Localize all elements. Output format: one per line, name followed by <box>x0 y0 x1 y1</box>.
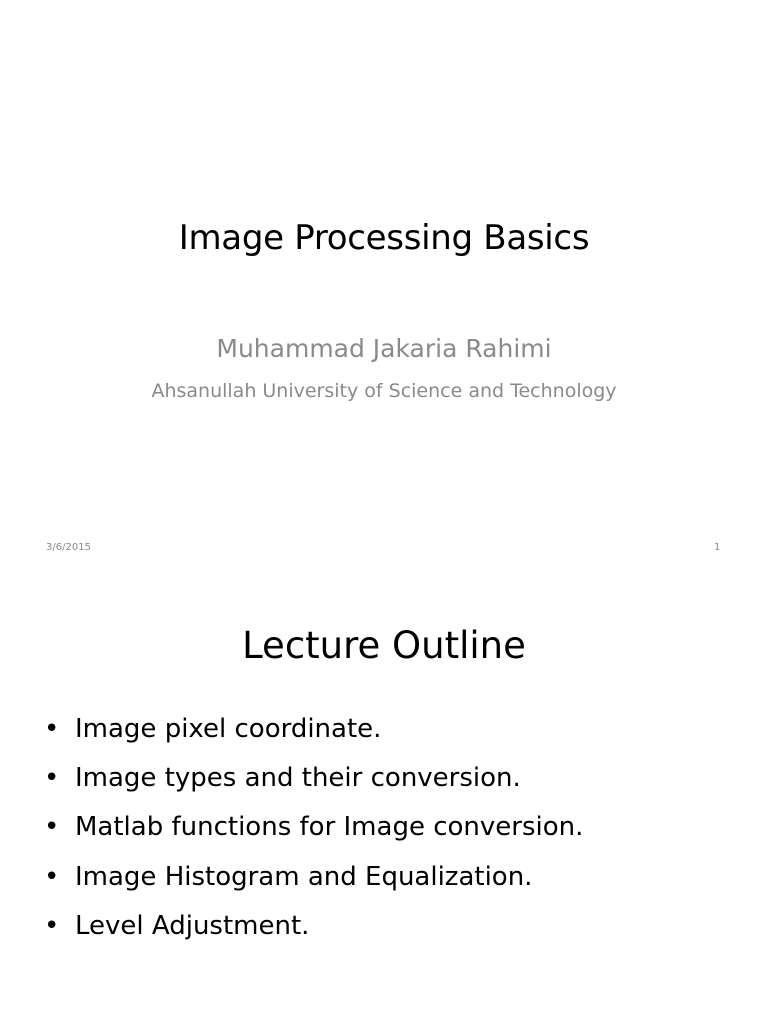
outline-item-text: Image Histogram and Equalization. <box>75 861 533 892</box>
bullet-icon: • <box>44 714 60 744</box>
author-name: Muhammad Jakaria Rahimi <box>216 334 552 363</box>
outline-item-text: Image types and their conversion. <box>75 763 521 794</box>
slide-title: Image Processing Basics <box>178 218 590 258</box>
slide-number: 1 <box>714 542 721 553</box>
outline-item-text: Matlab functions for Image conversion. <box>75 812 584 843</box>
bullet-icon: • <box>44 861 60 892</box>
slide-date: 3/6/2015 <box>46 542 91 553</box>
outline-item <box>44 812 583 861</box>
outline-item <box>44 763 583 812</box>
outline-slide <box>0 576 768 1024</box>
outline-item-text: Image pixel coordinate. <box>75 714 382 744</box>
author-affiliation: Ahsanullah University of Science and Technology <box>151 380 617 402</box>
outline-item-text: Level Adjustment. <box>75 910 310 941</box>
outline-list <box>44 714 583 960</box>
bullet-icon: • <box>44 812 60 843</box>
outline-item <box>44 714 583 763</box>
outline-item <box>44 911 583 960</box>
outline-title: Lecture Outline <box>242 624 526 667</box>
bullet-icon: • <box>44 763 60 794</box>
bullet-icon: • <box>44 910 60 941</box>
outline-item <box>44 862 583 911</box>
